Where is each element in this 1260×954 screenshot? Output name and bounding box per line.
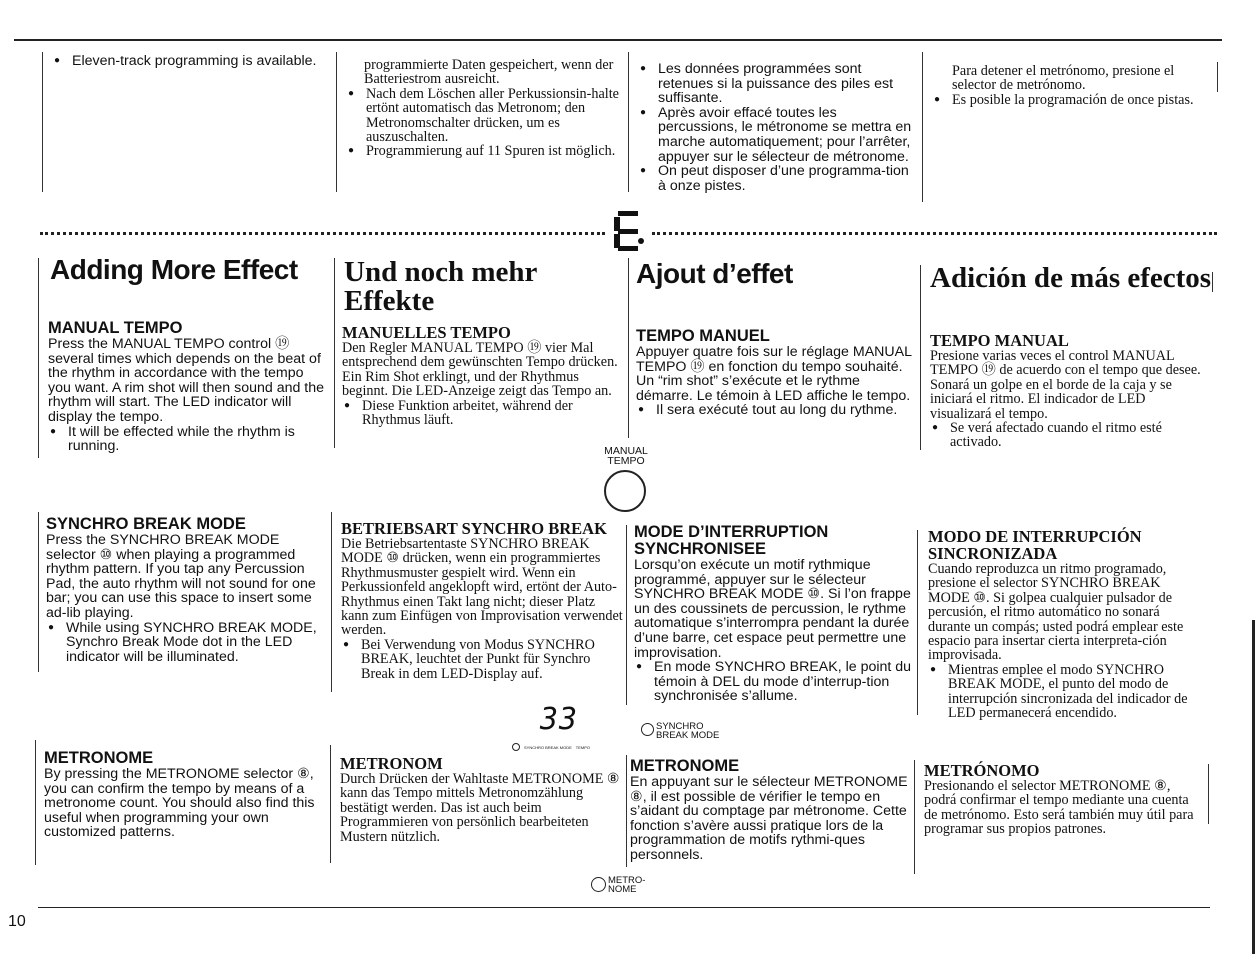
paragraph: Lorsqu’on exécute un motif rythmique programmé, appuyer sur le sélecteur SYNCHRO BREAK MODE ⑩. Si l’on frappe un des coussinets de percussion, le rythme automatique s’interrompra pendant la durée d’une barre, cet espace peut permettre une improvisation. <box>634 557 911 661</box>
fr-metronome <box>630 758 912 863</box>
en-manual-tempo <box>48 320 328 454</box>
figure-label <box>608 876 645 894</box>
column-divider <box>914 760 915 874</box>
paragraph: Die Betriebsartentaste SYNCHRO BREAK MODE ⑩ drücken, wenn ein programmiertes Rhythmusmuster gespielt wird. Wenn ein Perkussionfeld angeklopft wird, ertönt der Auto-Rhythmus einen Takt lang nicht; dieser Platz kann zum Einfügen von Improvisation verwendet werden. <box>341 536 623 639</box>
section-title: Und noch mehr Effekte <box>344 256 537 317</box>
list-item: ● Bei Verwendung von Modus SYNCHRO BREAK, leuchtet der Punkt für Synchro Break in dem LED-Display auf. <box>341 638 623 681</box>
column-divider <box>334 258 335 448</box>
list-item: ● While using SYNCHRO BREAK MODE, Synchro Break Mode dot in the LED indicator will be illuminated. <box>46 621 328 665</box>
list-item: ● On peut disposer d’une programma-tion à onze pistes. <box>638 164 918 193</box>
bottom-rule <box>38 907 1210 908</box>
paragraph: programmierte Daten gespeichert, wenn der Batteriestrom ausreicht. <box>364 57 614 88</box>
figure-label: SYNCHRO <box>656 721 704 732</box>
page-edge <box>1252 620 1255 954</box>
column-divider <box>35 740 36 865</box>
led-small-label: SYNCHRO BREAK MODE <box>524 744 572 750</box>
es-manual-tempo <box>930 332 1202 450</box>
figure-label: MANUAL <box>604 445 648 457</box>
subheading: METRONOME <box>630 757 740 775</box>
button-circle-icon <box>641 723 654 736</box>
es-metronome <box>924 762 1202 837</box>
section-title: Adición de más efectos <box>930 262 1212 294</box>
es-column <box>930 264 1215 293</box>
synchro-break-button <box>641 720 741 742</box>
dotted-divider <box>40 232 605 235</box>
top-rule <box>14 39 1222 41</box>
section-e-icon <box>610 207 646 260</box>
paragraph: Appuyer quatre fois sur le réglage MANUAL TEMPO ⑲ en fonction du tempo souhaité. Un “rim shot” s’exécute et le rythme démarre. Le témoin à LED affiche le tempo. <box>636 344 912 404</box>
dotted-divider <box>652 232 1217 235</box>
subheading: METRONOME <box>44 749 154 767</box>
de-manual-tempo <box>342 324 622 427</box>
subheading: SYNCHRO BREAK MODE <box>46 515 246 533</box>
paragraph: Press the MANUAL TEMPO control ⑲ several times which depends on the beat of the rhythm in accordance with the tempo you want. A rim shot will then sound and the rhythm will start. The LED indicator will display the tempo. <box>48 336 325 425</box>
page-number: 10 <box>8 913 26 930</box>
button-circle-icon <box>591 877 606 892</box>
column-divider <box>331 512 332 692</box>
led-dot-icon <box>512 743 520 751</box>
subheading: MODO DE INTERRUPCIÓN SINCRONIZADA <box>928 527 1142 563</box>
column-divider <box>336 52 337 192</box>
paragraph: By pressing the METRONOME selector ⑧, you can confirm the tempo by means of a metronome count. You should also find this useful when programming your own customized patterns. <box>44 766 315 841</box>
paragraph: Den Regler MANUAL TEMPO ⑲ vier Mal entsprechend dem gewünschten Tempo drücken. Ein Rim Shot erklingt, und der Rhythmus beginnt. Die LED-Anzeige zeigt das Tempo an. <box>342 340 618 400</box>
top-de <box>346 58 621 159</box>
list-item: ● Il sera exécuté tout au long du rythme. <box>636 403 916 418</box>
paragraph: Press the SYNCHRO BREAK MODE selector ⑩ when playing a programmed rhythm pattern. If you tap any Percussion Pad, the auto rhythm will not sound for one bar; you can use this space to insert some ad-lib playing. <box>46 532 316 621</box>
top-en <box>52 54 332 69</box>
manual-tempo-label <box>596 446 656 466</box>
list-item: ● En mode SYNCHRO BREAK, le point du témoin à DEL du mode d’interrup-tion synchronisée s’allume. <box>634 660 916 704</box>
subheading: MANUELLES TEMPO <box>342 323 511 342</box>
list-item: ● Mientras emplee el modo SYNCHRO BREAK MODE, el punto del modo de interrupción sincronizada del indicador de LED permanecerá encendido. <box>928 663 1200 721</box>
list-item: ● Es posible la programación de once pistas. <box>932 93 1217 107</box>
figure-label: BREAK MODE <box>656 730 720 741</box>
led-small-label: TEMPO <box>575 744 591 750</box>
list-item: ● Nach dem Löschen aller Perkussionsin-halte ertönt automatisch das Metronom; den Metronomschalter drücken, um es auszuschalten. <box>346 87 621 145</box>
column-divider <box>1217 62 1218 92</box>
metronome-button <box>591 874 661 896</box>
en-synchro <box>46 516 328 664</box>
list-item: ● Programmierung auf 11 Spuren ist möglich. <box>346 144 621 158</box>
es-synchro <box>928 528 1200 720</box>
fr-column <box>636 258 916 290</box>
subheading: METRÓNOMO <box>924 761 1040 780</box>
paragraph: Cuando reproduzca un ritmo programado, presione el selector SYNCHRO BREAK MODE ⑩. Si golpea cualquier pulsador de percusión, el ritmo automático no sonará durante un compás; usted podrá emplear este espacio para insertar cierta interpreta-ción improvisada. <box>928 561 1184 664</box>
subheading: TEMPO MANUEL <box>636 327 770 345</box>
column-divider <box>917 530 918 715</box>
list-item: ● It will be effected while the rhythm is running. <box>48 425 328 454</box>
list-item: ● Eleven-track programming is available. <box>52 54 332 69</box>
figure-label: METRO- <box>608 875 646 886</box>
led-indicator-row <box>512 738 604 752</box>
fr-synchro <box>634 524 916 704</box>
paragraph: En appuyant sur le sélecteur METRONOME ⑧, il est possible de vérifier le tempo en s’aidant du comptage par métronome. Cette fonction s’avère aussi pratique lors de la programmation de motifs rythmi-ques personnels. <box>630 774 908 863</box>
paragraph: Presione varias veces el control MANUAL TEMPO ⑲ de acuerdo con el tempo que desee. Sonará un golpe en el borde de la caja y se iniciará el ritmo. El indicador de LED visualizará el tempo. <box>930 348 1201 422</box>
section-title: Ajout d’effet <box>636 258 793 289</box>
column-divider <box>330 745 331 863</box>
column-divider <box>922 52 923 202</box>
figure-label: TEMPO <box>607 455 645 467</box>
led-digits: 33 <box>540 702 579 737</box>
subheading: MODE D’INTERRUPTION SYNCHRONISEE <box>634 523 829 558</box>
column-divider <box>626 755 627 867</box>
subheading: BETRIEBSART SYNCHRO BREAK <box>341 519 607 538</box>
list-item: ● Après avoir effacé toutes les percussions, le métronome se mettra en marche automatiquement; pour l’arrêter, appuyer sur le sélecteur de métronome. <box>638 106 918 164</box>
column-divider <box>38 512 39 672</box>
top-es <box>932 64 1217 107</box>
paragraph: Presionando el selector METRONOME ⑧, podrá confirmar el tempo mediante una cuenta de metrónomo. Esto será también muy útil para programar sus propios patrones. <box>924 778 1194 838</box>
paragraph: Durch Drücken der Wahltaste METRONOME ⑧ kann das Tempo mittels Metronomzählung bestätigt werden. Das ist auch beim Programmieren von persönlich bearbeiteten Mustern nützlich. <box>340 771 620 845</box>
fr-manual-tempo <box>636 328 916 418</box>
subheading: MANUAL TEMPO <box>48 319 183 337</box>
column-divider <box>920 265 921 450</box>
subheading: TEMPO MANUAL <box>930 331 1069 350</box>
column-divider <box>42 52 43 192</box>
list-item: ● Se verá afectado cuando el ritmo esté activado. <box>930 421 1202 450</box>
de-synchro <box>341 520 623 681</box>
manual-tempo-knob-icon <box>604 470 646 512</box>
column-divider <box>628 52 629 192</box>
section-title: Adding More Effect <box>50 254 298 285</box>
de-metronome <box>340 755 622 844</box>
figure-label: NOME <box>608 884 637 895</box>
de-column <box>344 258 624 316</box>
list-item: ● Les données programmées sont retenues si la puissance des piles est suffisante. <box>638 62 918 106</box>
en-metronome <box>44 750 326 840</box>
column-divider <box>628 258 629 438</box>
column-divider <box>626 525 627 705</box>
figure-label <box>656 722 719 740</box>
top-fr <box>638 62 918 193</box>
list-item: ● Diese Funktion arbeitet, während der Rhythmus läuft. <box>342 399 622 428</box>
column-divider <box>1208 764 1209 824</box>
column-divider <box>38 258 39 458</box>
en-column <box>50 254 330 286</box>
subheading: METRONOM <box>340 754 443 773</box>
paragraph: Para detener el metrónomo, presione el selector de metrónomo. <box>952 63 1175 94</box>
